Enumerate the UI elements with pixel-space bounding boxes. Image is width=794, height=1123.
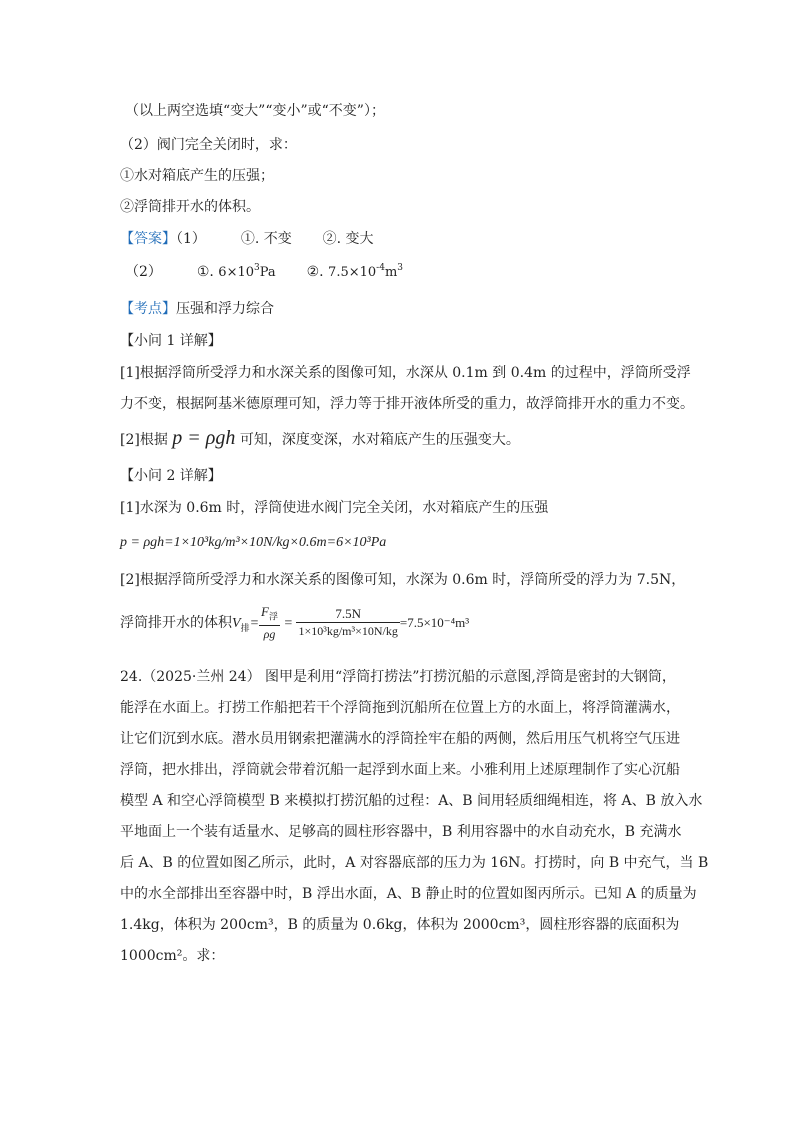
problem-24-line-5: 模型 A 和空心浮筒模型 B 来模拟打捞沉船的过程：A、B 间用轻质细绳相连，将 A、B 放入水 bbox=[120, 793, 703, 809]
fraction-values: $\frac{7.5N}{\text{1×10³kg/m³×10N/kg}}$ bbox=[298, 606, 398, 639]
answer-2a-label: ①. bbox=[196, 264, 214, 280]
topic-row bbox=[120, 299, 274, 319]
problem-24-line-10: 1000cm²。求： bbox=[120, 948, 225, 964]
volume-calculation: 浮筒排开水的体积$V_排=$ $\frac{F_浮}{\rho g}$ = $\frac{7.5N}{\text{1×10³kg/m³×10N/kg}}$ =7.5×10⁻⁴m³ bbox=[120, 604, 470, 641]
answer-2b-value: $7.5\times 10^{-4}m^3$ bbox=[328, 263, 403, 280]
problem-24-line-2: 能浮在水面上。打捞工作船把若干个浮筒拖到沉船所在位置上方的水面上，将浮筒灌满水， bbox=[120, 700, 680, 716]
part-1-heading: 【小问 1 详解】 bbox=[120, 333, 222, 349]
volume-symbol: $V_排$ bbox=[232, 615, 250, 633]
question-2-part-1: ①水对箱底产生的压强； bbox=[120, 168, 274, 184]
answer-2a-value: $6\times 10^3Pa$ bbox=[218, 263, 276, 280]
problem-24-line-3: 让它们沉到水底。潜水员用钢索把灌满水的浮筒拴牢在船的两侧，然后用压气机将空气压进 bbox=[120, 731, 680, 747]
answer-1-number: （1） bbox=[176, 231, 206, 247]
topic-text: 压强和浮力综合 bbox=[176, 301, 274, 317]
answer-1a: ①. 不变 bbox=[240, 231, 292, 247]
part-2-heading: 【小问 2 详解】 bbox=[120, 468, 222, 484]
answer-row-1 bbox=[120, 229, 374, 249]
part-1-para-2: [2]根据 p = ρgh 可知，深度变深，水对箱底产生的压强变大。 bbox=[120, 427, 520, 449]
problem-24-line-4: 浮筒，把水排出，浮筒就会带着沉船一起浮到水面上来。小雅利用上述原理制作了实心沉船 bbox=[120, 762, 680, 778]
problem-24-line-8: 中的水全部排出至容器中时，B 浮出水面，A、B 静止时的位置如图丙所示。已知 A 的质量为 bbox=[120, 886, 697, 902]
question-2-part-2: ②浮筒排开水的体积。 bbox=[120, 199, 260, 215]
fill-instruction: （以上两空选填“变大”“变小”或“不变”）； bbox=[125, 103, 385, 119]
fraction-buoyancy: $\frac{F_浮}{\rho g}$ bbox=[261, 604, 278, 641]
volume-result: =7.5×10⁻⁴m³ bbox=[399, 614, 470, 630]
problem-24-line-7: 后 A、B 的位置如图乙所示，此时，A 对容器底部的压力为 16N。打捞时，向 B 中充气，当 B bbox=[120, 855, 709, 871]
answer-tag: 【答案】 bbox=[120, 231, 176, 247]
part-1-para-line-1: [1]根据浮筒所受浮力和水深关系的图像可知，水深从 0.1m 到 0.4m 的过程中，浮筒所受浮 bbox=[120, 365, 691, 381]
problem-24-line-6: 平地面上一个装有适量水、足够高的圆柱形容器中，B 利用容器中的水自动充水，B 充满水 bbox=[120, 824, 682, 840]
answer-2-number: （2） bbox=[125, 264, 162, 280]
answer-2b-label: ②. bbox=[306, 264, 324, 280]
part-2-para-2: [2]根据浮筒所受浮力和水深关系的图像可知，水深为 0.6m 时，浮筒所受的浮力为 7.5N， bbox=[120, 572, 686, 588]
problem-24-line-9: 1.4kg，体积为 200cm³，B 的质量为 0.6kg，体积为 2000cm³，圆柱形容器的底面积为 bbox=[120, 917, 680, 933]
question-2: （2）阀门完全关闭时，求： bbox=[120, 137, 297, 153]
topic-tag: 【考点】 bbox=[120, 301, 176, 317]
part-2-para-1: [1]水深为 0.6m 时，浮筒使进水阀门完全关闭，水对箱底产生的压强 bbox=[120, 500, 549, 516]
answer-row-2 bbox=[125, 262, 403, 283]
part-1-para-line-2: 力不变，根据阿基米德原理可知，浮力等于排开液体所受的重力，故浮筒排开水的重力不变。 bbox=[120, 396, 694, 412]
answer-1b: ②. 变大 bbox=[322, 231, 374, 247]
pressure-formula: p = ρgh bbox=[172, 427, 236, 449]
problem-24-line-1: 24.（2025·兰州 24） 图甲是利用“浮筒打捞法”打捞沉船的示意图,浮筒是密封的大钢筒， bbox=[120, 669, 676, 685]
pressure-calculation: p = ρgh=1×10³kg/m³×10N/kg×0.6m=6×10³Pa bbox=[120, 535, 387, 550]
